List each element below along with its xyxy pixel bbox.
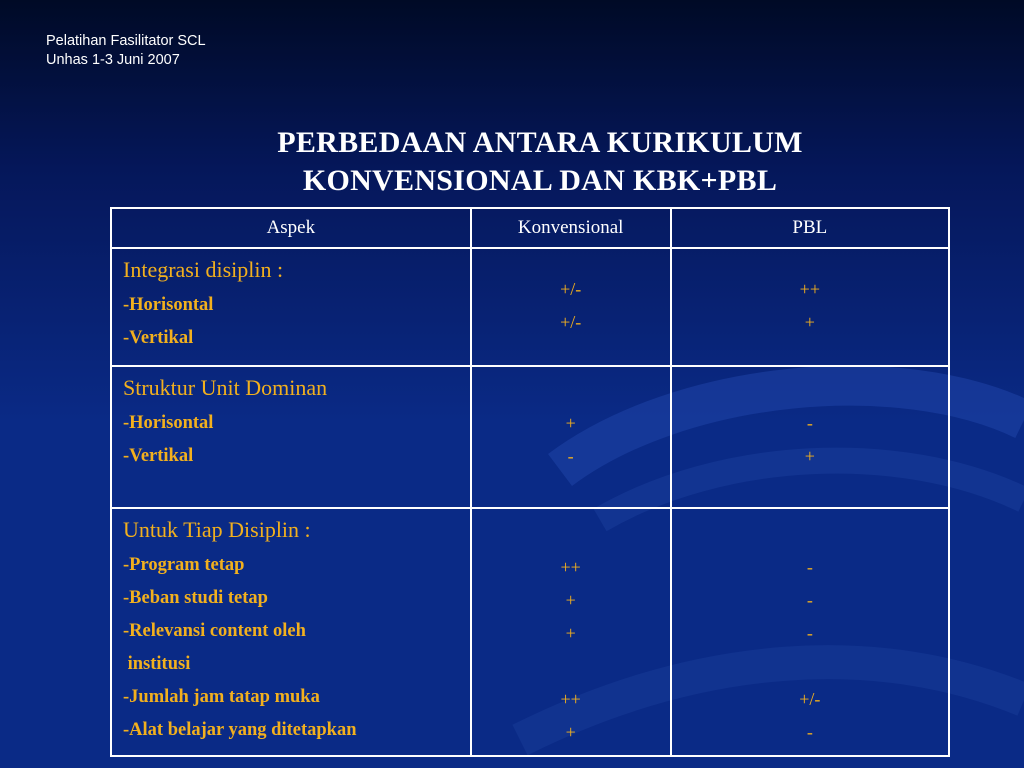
aspect-cell xyxy=(111,366,471,508)
aspect-item: -Horisontal xyxy=(123,413,214,433)
pbl-cell xyxy=(671,366,949,508)
aspect-item: -Beban studi tetap xyxy=(123,588,268,608)
aspect-item: -Program tetap xyxy=(123,555,245,575)
pbl-cell xyxy=(671,508,949,756)
aspect-item: institusi xyxy=(123,654,191,674)
column-header-pbl: PBL xyxy=(671,208,949,248)
pbl-value: ++ xyxy=(799,279,820,299)
pbl-value: - xyxy=(806,557,813,577)
konvensional-value: ++ xyxy=(560,557,581,577)
aspect-item: -Vertikal xyxy=(123,328,194,348)
group-title: Integrasi disiplin : xyxy=(123,257,284,282)
table-row xyxy=(111,248,949,366)
table-header-row xyxy=(111,208,949,248)
aspect-cell xyxy=(111,248,471,366)
konvensional-value: + xyxy=(565,590,576,610)
konvensional-cell xyxy=(471,508,671,756)
konvensional-value xyxy=(472,650,670,683)
aspect-item: -Vertikal xyxy=(123,446,194,466)
konvensional-value: ++ xyxy=(560,689,581,709)
table-row xyxy=(111,366,949,508)
konvensional-value: + xyxy=(565,623,576,643)
table-row xyxy=(111,508,949,756)
aspect-cell xyxy=(111,508,471,756)
group-title: Struktur Unit Dominan xyxy=(123,375,328,400)
pbl-value: - xyxy=(806,722,813,742)
title-line-2: KONVENSIONAL DAN KBK+PBL xyxy=(302,164,778,197)
pbl-value: - xyxy=(806,623,813,643)
pbl-value: - xyxy=(806,590,813,610)
konvensional-value: +/- xyxy=(560,312,582,332)
slide-title xyxy=(0,124,1024,200)
column-header-konvensional: Konvensional xyxy=(471,208,671,248)
pbl-value: - xyxy=(806,413,813,433)
aspect-item: -Relevansi content oleh xyxy=(123,621,306,641)
pbl-cell xyxy=(671,248,949,366)
aspect-item: -Alat belajar yang ditetapkan xyxy=(123,720,357,740)
header-line-2: Unhas 1-3 Juni 2007 xyxy=(46,52,180,68)
konvensional-value: + xyxy=(565,722,576,742)
konvensional-value: +/- xyxy=(560,279,582,299)
pbl-value: + xyxy=(804,446,815,466)
aspect-item: -Jumlah jam tatap muka xyxy=(123,687,320,707)
konvensional-cell xyxy=(471,248,671,366)
comparison-table xyxy=(110,207,950,757)
pbl-value xyxy=(672,650,948,683)
header-line-1: Pelatihan Fasilitator SCL xyxy=(46,33,206,49)
slide-header-note xyxy=(46,32,206,70)
konvensional-value: - xyxy=(567,446,574,466)
konvensional-value: + xyxy=(565,413,576,433)
konvensional-cell xyxy=(471,366,671,508)
aspect-item: -Horisontal xyxy=(123,295,214,315)
title-line-1: PERBEDAAN ANTARA KURIKULUM xyxy=(277,126,803,159)
group-title: Untuk Tiap Disiplin : xyxy=(123,517,311,542)
column-header-aspek: Aspek xyxy=(111,208,471,248)
pbl-value: +/- xyxy=(799,689,821,709)
pbl-value: + xyxy=(804,312,815,332)
